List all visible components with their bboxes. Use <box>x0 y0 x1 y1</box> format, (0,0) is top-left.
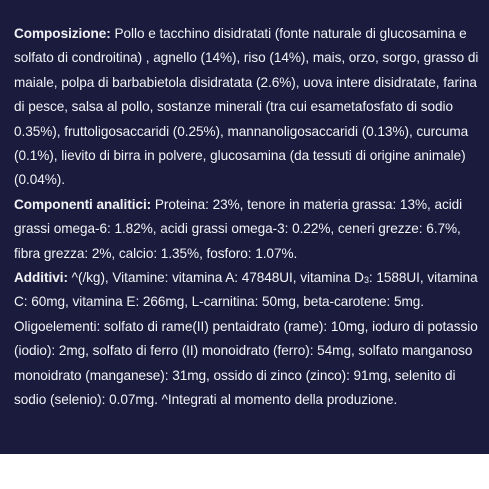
white-margin <box>0 454 489 489</box>
additives-text-part1: ^(/kg), Vitamine: vitamina A: 47848UI, vitamina D <box>67 270 364 286</box>
vitamin-d-subscript: 3 <box>363 275 369 286</box>
additives-heading: Additivi: <box>14 270 68 286</box>
analytical-components-section <box>14 193 479 266</box>
composition-section <box>14 22 479 193</box>
analytical-components-text: Proteina: 23%, tenore in materia grassa: 13%, acidi grassi omega-6: 1.82%, acidi grassi omega-3: 0.22%, ceneri grezze: 6.7%, fibra grezza: 2%, calcio: 1.35%, fosforo: 1.07%. <box>14 196 463 261</box>
additives-text-part2: : 1588UI, vitamina C: 60mg, vitamina E: 266mg, L-carnitina: 50mg, beta-carotene: 5mg. Oligoelementi: solfato di rame(II) pentaidrato (rame): 10mg, ioduro di potassio (iodio): 2mg, solfato di ferro (II) monoidrato (ferro): 54mg, solfato manganoso monoidrato (manganese): 31mg, ossido di zinco (zinco): 91mg, selenito di sodio (selenio): 0.07mg. ^Integrati al momento della produzione. <box>14 270 478 408</box>
composition-text: Pollo e tacchino disidratati (fonte naturale di glucosamina e solfato di condroitina) , agnello (14%), riso (14%), mais, orzo, sorgo, grasso di maiale, polpa di barbabietola disidratata (2.6%), uova intere disidratate, farina di pesce, salsa al pollo, sostanze minerali (tra cui esametafosfato di sodio 0.35%), fruttoligosaccaridi (0.25%), mannanoligosaccaridi (0.13%), curcuma (0.1%), lievito di birra in polvere, glucosamina (da tessuti di origine animale) (0.04%). <box>14 26 479 188</box>
additives-section <box>14 266 479 412</box>
analytical-components-heading: Componenti analitici: <box>14 196 152 212</box>
composition-heading: Composizione: <box>14 26 111 41</box>
